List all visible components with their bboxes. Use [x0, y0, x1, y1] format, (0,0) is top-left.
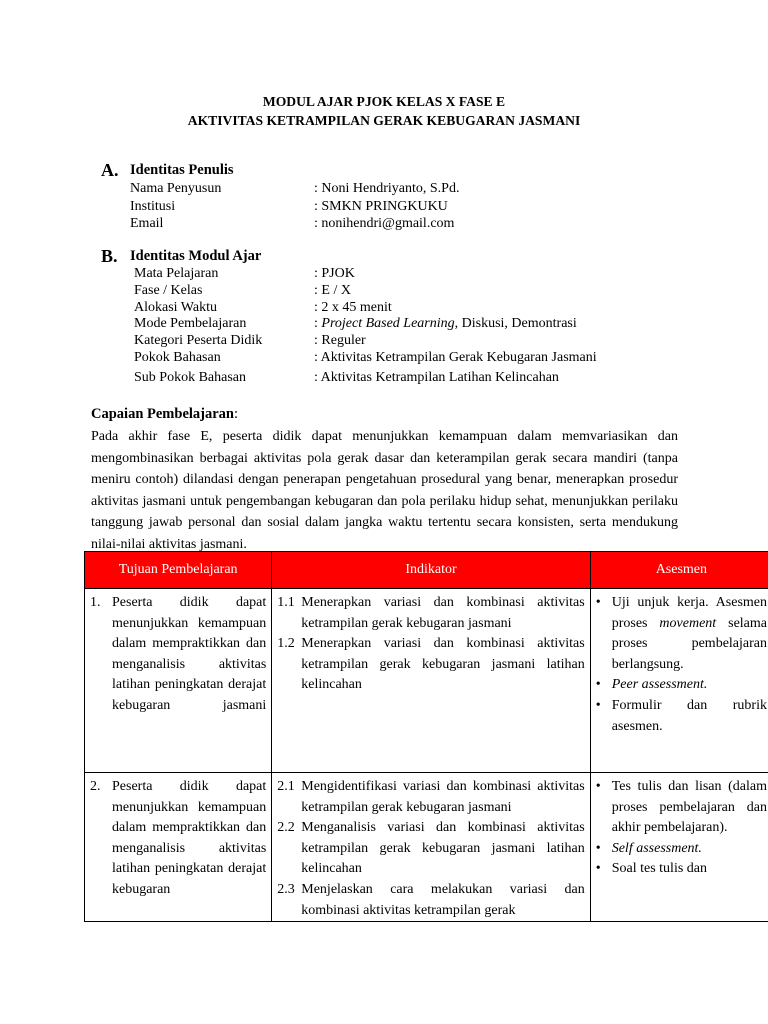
section-a-letter: A.	[101, 160, 119, 180]
indikator-number: 2.2	[277, 820, 295, 836]
tujuan-text: Peserta didik dapat menunjukkan kemampuan dalam mempraktikkan dan menganalisis aktivitas latihan peningkatan derajat kebugaran	[112, 779, 267, 897]
bullet-icon: •	[595, 677, 601, 693]
capaian-heading-text: Capaian Pembelajaran	[91, 406, 234, 422]
identity-value: : Noni Hendriyanto, S.Pd.	[314, 181, 460, 196]
learning-objectives-table	[84, 551, 768, 922]
identity-label: Email	[130, 216, 164, 231]
asesmen-italic: movement	[659, 615, 717, 631]
bullet-icon: •	[595, 595, 601, 610]
indikator-cell	[272, 589, 590, 773]
asesmen-item: Formulir dan rubrik asesmen.	[611, 697, 767, 734]
module-value: : Aktivitas Ketrampilan Latihan Kelincahan	[314, 370, 559, 385]
indikator-number: 1.1	[277, 595, 295, 610]
module-label: Alokasi Waktu	[134, 300, 217, 315]
indikator-cell	[272, 773, 590, 922]
asesmen-text: Uji unjuk kerja. Asesmen proses	[611, 595, 767, 631]
module-value	[314, 316, 577, 332]
asesmen-item: Tes tulis dan lisan (dalam proses pembelajaran dan akhir pembelajaran).	[611, 779, 767, 836]
indikator-text: Menerapkan variasi dan kombinasi aktivitas ketrampilan gerak kebugaran jasmani	[301, 595, 585, 631]
identity-value: : SMKN PRINGKUKU	[314, 199, 448, 214]
module-value: : Aktivitas Ketrampilan Gerak Kebugaran Jasmani	[314, 350, 597, 365]
header-tujuan: Tujuan Pembelajaran	[85, 552, 272, 589]
identity-label: Institusi	[130, 199, 176, 214]
header-asesmen: Asesmen	[590, 552, 768, 589]
module-value: : E / X	[314, 283, 351, 298]
asesmen-item	[612, 593, 767, 675]
indikator-text: Menganalisis variasi dan kombinasi aktivitas ketrampilan gerak kebugaran jasmani latihan kelincahan	[301, 820, 585, 877]
tujuan-text: Peserta didik dapat menunjukkan kemampuan dalam mempraktikkan dan menganalisis aktivitas latihan peningkatan derajat kebugaran jasmani	[112, 595, 267, 713]
module-label: Pokok Bahasan	[134, 350, 221, 365]
section-b-heading: Identitas Modul Ajar	[130, 248, 262, 264]
bullet-icon: •	[595, 861, 601, 877]
indikator-number: 2.3	[277, 881, 295, 897]
tujuan-number: 1.	[90, 595, 101, 610]
module-value: : Reguler	[314, 333, 366, 348]
module-label: Sub Pokok Bahasan	[134, 370, 246, 385]
document-title-line1: MODUL AJAR PJOK KELAS X FASE E	[262, 94, 506, 109]
indikator-text: Menjelaskan cara melakukan variasi dan kombinasi aktivitas ketrampilan gerak	[301, 881, 585, 918]
tujuan-cell	[85, 773, 272, 922]
tujuan-number: 2.	[90, 779, 101, 794]
value-prefix: :	[314, 316, 322, 331]
bullet-icon: •	[595, 779, 601, 794]
capaian-paragraph: Pada akhir fase E, peserta didik dapat menunjukkan kemampuan dalam memvariasikan dan mengombinasikan berbagai aktivitas pola gerak dasar dan keterampilan gerak secara mandiri (tanpa meniru contoh) dilandasi dengan penerapan pengetahuan prosedural yang benar, menerapkan prosedur aktivitas jasmani untuk pengembangan kebugaran dan pola perilaku hidup sehat, menunjukkan perilaku tanggung jawab personal dan sosial dalam jangka waktu tertentu secara konsisten, serta mendukung nilai-nilai aktivitas jasmani.	[91, 429, 678, 552]
bullet-icon: •	[595, 697, 601, 713]
value-rest: , Diskusi, Demontrasi	[454, 316, 577, 331]
section-a-heading: Identitas Penulis	[130, 162, 234, 178]
indikator-number: 2.1	[277, 779, 295, 794]
module-value: : 2 x 45 menit	[314, 300, 392, 315]
asesmen-cell	[590, 773, 768, 922]
capaian-heading	[91, 406, 238, 423]
identity-label: Nama Penyusun	[130, 181, 222, 196]
module-value: : PJOK	[314, 266, 355, 281]
module-label: Mode Pembelajaran	[134, 316, 247, 331]
asesmen-item: Self assessment.	[611, 840, 702, 856]
bullet-icon: •	[595, 840, 601, 856]
indikator-text: Menerapkan variasi dan kombinasi aktivitas ketrampilan gerak kebugaran jasmani latihan kelincahan	[301, 636, 585, 693]
identity-value: : nonihendri@gmail.com	[314, 216, 455, 231]
module-label: Fase / Kelas	[134, 283, 203, 298]
table-row	[85, 773, 768, 922]
table-header-row	[85, 552, 768, 589]
header-indikator: Indikator	[272, 552, 590, 589]
module-label: Kategori Peserta Didik	[134, 333, 263, 348]
module-label: Mata Pelajaran	[134, 266, 219, 281]
capaian-colon: :	[233, 406, 239, 422]
document-title-line2: AKTIVITAS KETRAMPILAN GERAK KEBUGARAN JASMANI	[187, 113, 581, 128]
asesmen-text: selama proses pembelajaran berlangsung.	[611, 615, 767, 672]
asesmen-cell	[590, 589, 768, 773]
asesmen-item: Soal tes tulis dan	[611, 861, 707, 877]
indikator-text: Mengidentifikasi variasi dan kombinasi aktivitas ketrampilan gerak kebugaran jasmani	[301, 779, 585, 815]
indikator-number: 1.2	[277, 636, 295, 652]
table-row	[85, 589, 768, 773]
tujuan-cell	[85, 589, 272, 773]
asesmen-item: Peer assessment.	[611, 677, 708, 693]
section-b-letter: B.	[101, 246, 118, 266]
value-italic: Project Based Learning	[321, 316, 455, 331]
